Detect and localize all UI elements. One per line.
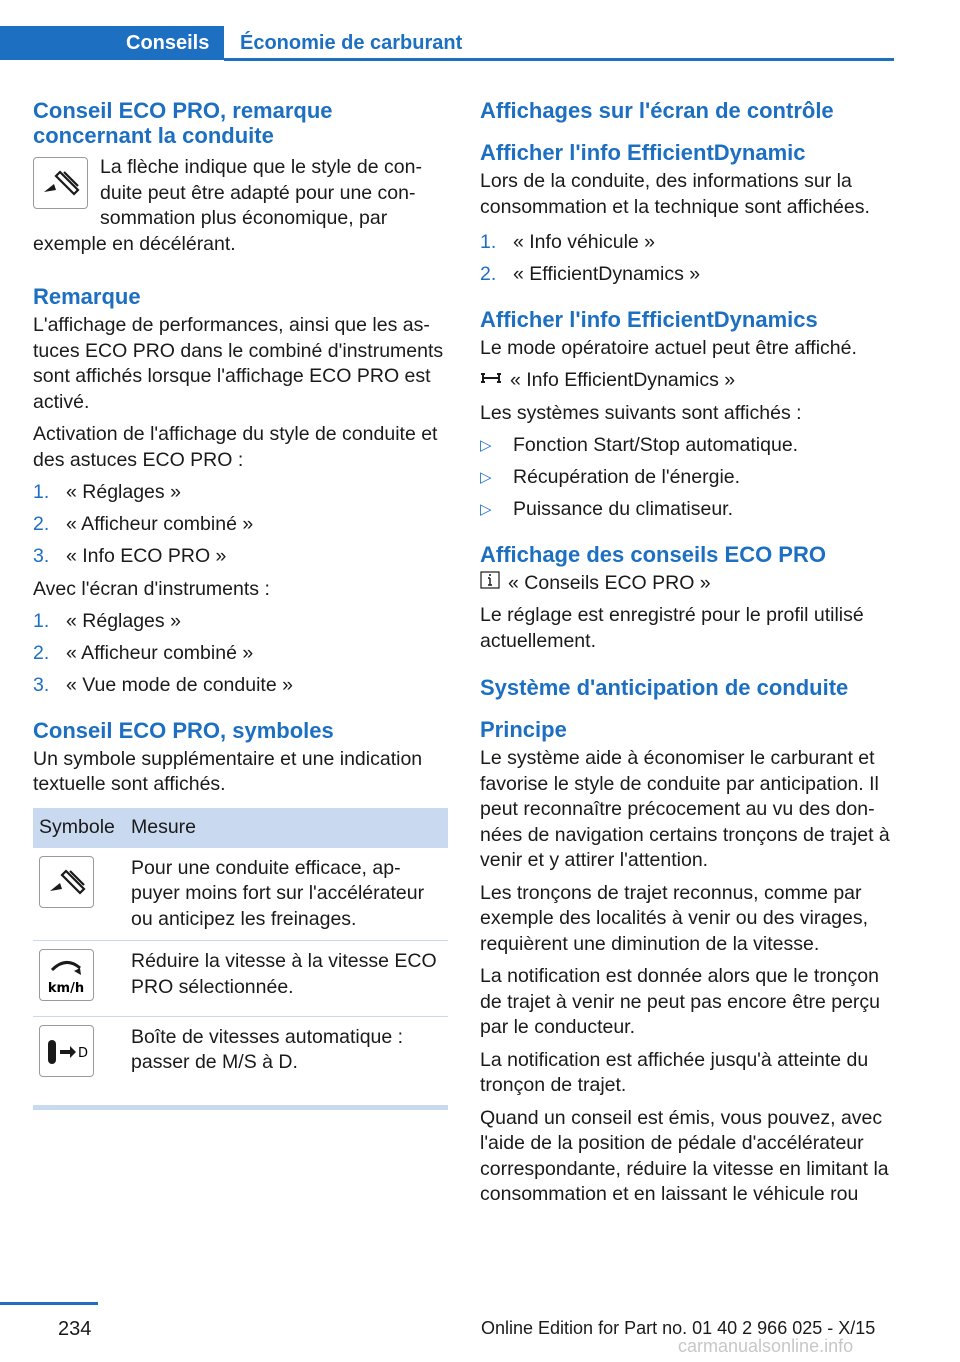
step-text: « Réglages » [66,481,181,503]
paragraph-symboles: Un symbole supplémentaire et une indication textuelle sont affichés. [33,747,423,795]
step-number: 1. [480,231,497,253]
watermark: carmanualsonline.info [678,1336,854,1356]
car-info-icon [480,368,502,394]
footer-rule [0,1302,98,1305]
bullet-text: Puissance du climatiseur. [513,498,734,521]
triangle-bullet-icon: ▷ [480,437,492,455]
list-item [33,480,448,506]
paragraph-fleche: La flèche indique que le style de conduite peut être adapté pour une consommation plus économique, par exemple en décélérant. [33,156,422,255]
step-text: « Afficheur combiné » [66,513,254,535]
list-item [33,609,448,635]
heading-conseils: Affichage des conseils ECO PRO [480,541,826,567]
list-item [33,512,448,538]
step-number: 2. [33,513,50,535]
paragraph-mode: Le mode opératoire actuel peut être affiché. [480,336,857,359]
left-column [33,98,448,1110]
paragraph-affichage: L'affichage de performances, ainsi que les astuces ECO PRO dans le combiné d'instruments sont affichés lorsque l'affichage ECO PRO est activé. [33,314,444,413]
step-number: 2. [33,642,50,664]
table-row [33,1016,448,1108]
list-item [480,465,892,491]
table-row [33,941,448,1017]
paragraph-activation: Activation de l'affichage du style de conduite et des astuces ECO PRO : [33,423,438,471]
table-header-symbole: Symbole [33,808,125,848]
bullet-text: Fonction Start/Stop automatique. [513,434,799,457]
list-item [33,544,448,570]
step-number: 3. [33,674,50,696]
option-conseils [480,571,892,597]
paragraph-systemes: Les systèmes suivants sont affichés : [480,401,802,424]
triangle-bullet-icon: ▷ [480,501,492,519]
paragraph-principe4: La notification est affichée jusqu'à atteinte du tronçon de trajet. [480,1048,869,1097]
paragraph-principe3: La notification est donnée alors que le tronçon de trajet à venir ne peut pas encore être perçu par le conducteur. [480,965,880,1039]
option-efficientdynamics [480,368,892,394]
paragraph-principe5: Quand un conseil est émis, vous pouvez, avec l'aide de la position de pédale d'accélérateur correspondante, réduire la vitesse en limitant la consommation et en laissant le véhicule rou [480,1106,889,1206]
bullet-list [480,433,892,523]
heading-remarque-conduite: Conseil ECO PRO, remarque concernant la conduite [33,98,333,148]
heading-principe: Principe [480,717,567,743]
section-tab: Conseils [0,26,224,60]
option-efficientdynamics-label: « Info EfficientDynamics » [510,369,736,391]
edition-note: Online Edition for Part no. 01 40 2 966 025 - X/15 [481,1318,876,1338]
table-cell-mesure: Boîte de vitesses automatique : passer de M/S à D. [125,1016,448,1108]
heading-symboles: Conseil ECO PRO, symboles [33,717,334,743]
list-item [480,262,892,288]
heading-anticipation: Système d'anticipation de conduite [480,675,849,701]
list-item [480,497,892,523]
right-column [480,98,892,1215]
step-text: « Vue mode de conduite » [66,674,293,696]
paragraph-principe1: Le système aide à économiser le carburant et favorise le style de conduite par anticipation. Il peut reconnaître précocement au vu des données de navigation certains tronçons de trajet à venir et y attirer l'attention. [480,747,890,872]
paragraph-info1: Lors de la conduite, des informations sur la consommation et la technique sont affichées. [480,170,870,218]
subsection-tab: Économie de carburant [240,32,463,54]
info-box-icon [480,571,500,597]
eco-arrow-icon [33,157,88,209]
heading-affichages: Affichages sur l'écran de contrôle [480,98,834,123]
gear-d-label: D [77,1045,89,1061]
kmh-label: km/h [47,981,85,996]
list-item [33,641,448,667]
symbol-table [33,808,448,1111]
table-cell-mesure: Réduire la vitesse à la vitesse ECO PRO sélectionnée. [125,941,448,1017]
heading-info-efficientdynamic: Afficher l'info EfficientDynamic [480,140,806,165]
header-rule [224,58,894,61]
step-text: « Afficheur combiné » [66,642,254,664]
foot-pedal-arrow-icon [39,856,94,908]
paragraph-instruments: Avec l'écran d'instruments : [33,577,270,600]
steps-list-1 [33,480,448,570]
list-item [480,230,892,256]
bullet-text: Récupération de l'énergie. [513,466,741,489]
option-conseils-label: « Conseils ECO PRO » [508,571,711,594]
table-cell-mesure: Pour une conduite efficace, appuyer moins fort sur l'accélérateur ou anticipez les freinages. [125,848,448,941]
gear-shift-d-icon [39,1025,94,1077]
step-text: « Info véhicule » [513,231,656,253]
heading-remarque: Remarque [33,284,141,309]
step-number: 1. [33,481,50,503]
list-item [480,433,892,459]
step-number: 2. [480,263,497,285]
speed-reduce-kmh-icon [39,949,94,1001]
step-text: « Info ECO PRO » [66,545,227,567]
steps-list-3 [480,230,892,288]
list-item [33,673,448,699]
step-number: 1. [33,610,50,632]
step-number: 3. [33,545,50,567]
table-row [33,848,448,941]
paragraph-reglage: Le réglage est enregistré pour le profil utilisé actuellement. [480,604,864,652]
steps-list-2 [33,609,448,699]
running-header [0,0,894,62]
triangle-bullet-icon: ▷ [480,469,492,487]
heading-info-efficientdynamics: Afficher l'info EfficientDynamics [480,306,818,332]
step-text: « EfficientDynamics » [513,263,701,285]
table-header-mesure: Mesure [125,808,448,848]
page-number: 234 [58,1318,92,1340]
paragraph-principe2: Les tronçons de trajet reconnus, comme par exemple des localités à venir ou des virages, requièrent une diminution de la vitesse. [480,881,869,955]
step-text: « Réglages » [66,610,181,632]
